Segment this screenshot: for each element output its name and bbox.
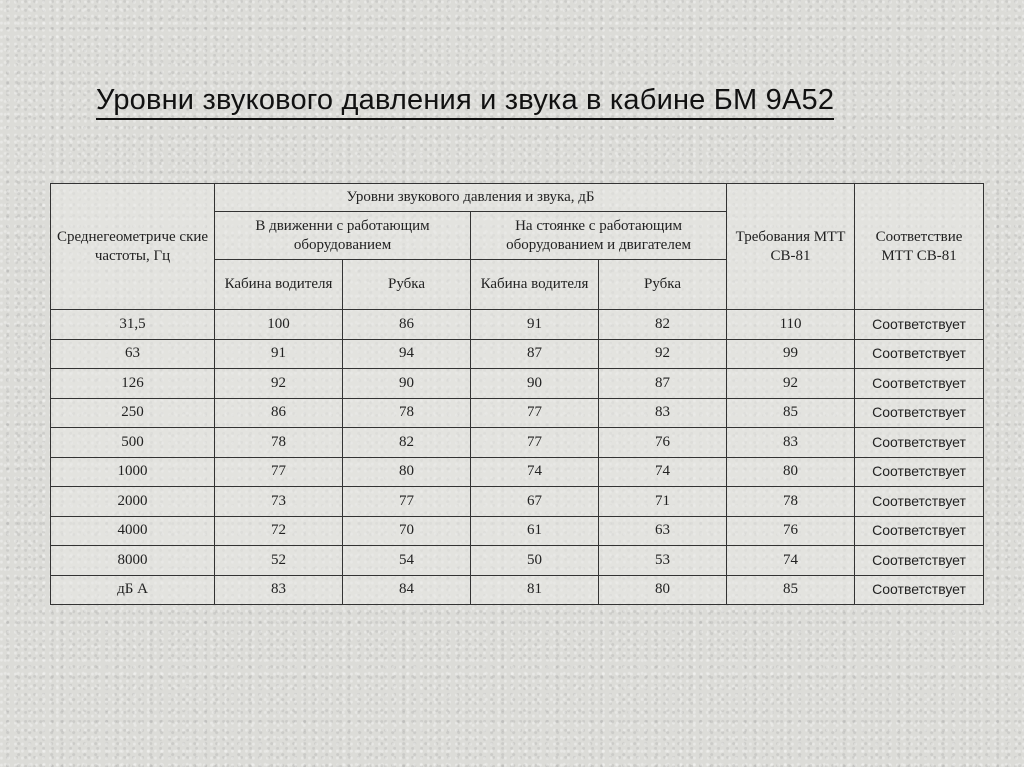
cell-motion-driver-cab: 92: [215, 369, 343, 399]
cell-motion-driver-cab: 78: [215, 428, 343, 458]
cell-compliance-status: Соответствует: [855, 516, 984, 546]
cell-motion-wheelhouse: 77: [343, 487, 471, 517]
cell-motion-wheelhouse: 78: [343, 398, 471, 428]
cell-requirement: 74: [727, 546, 855, 576]
header-parking-driver-cab: Кабина водителя: [471, 260, 599, 310]
cell-parking-wheelhouse: 82: [599, 310, 727, 340]
header-requirements: Требования МТТ СВ-81: [727, 184, 855, 310]
cell-motion-driver-cab: 91: [215, 339, 343, 369]
header-levels-group: Уровни звукового давления и звука, дБ: [215, 184, 727, 212]
header-motion-driver-cab: Кабина водителя: [215, 260, 343, 310]
cell-parking-driver-cab: 61: [471, 516, 599, 546]
table-row: [51, 398, 984, 428]
table-row: [51, 546, 984, 576]
table-row: [51, 575, 984, 605]
cell-motion-wheelhouse: 90: [343, 369, 471, 399]
cell-motion-wheelhouse: 80: [343, 457, 471, 487]
cell-requirement: 92: [727, 369, 855, 399]
cell-motion-driver-cab: 52: [215, 546, 343, 576]
header-parking-group: На стоянке с работающим оборудованием и двигателем: [471, 212, 727, 260]
cell-frequency: дБ А: [51, 575, 215, 605]
cell-requirement: 85: [727, 398, 855, 428]
cell-frequency: 126: [51, 369, 215, 399]
cell-compliance-status: Соответствует: [855, 575, 984, 605]
cell-requirement: 76: [727, 516, 855, 546]
cell-parking-wheelhouse: 63: [599, 516, 727, 546]
cell-parking-driver-cab: 77: [471, 428, 599, 458]
cell-parking-driver-cab: 77: [471, 398, 599, 428]
cell-motion-wheelhouse: 82: [343, 428, 471, 458]
cell-parking-wheelhouse: 92: [599, 339, 727, 369]
header-frequency: Среднегеометриче ские частоты, Гц: [51, 184, 215, 310]
cell-frequency: 31,5: [51, 310, 215, 340]
cell-parking-driver-cab: 81: [471, 575, 599, 605]
cell-requirement: 85: [727, 575, 855, 605]
cell-compliance-status: Соответствует: [855, 428, 984, 458]
cell-frequency: 8000: [51, 546, 215, 576]
cell-parking-driver-cab: 50: [471, 546, 599, 576]
cell-frequency: 63: [51, 339, 215, 369]
cell-parking-wheelhouse: 71: [599, 487, 727, 517]
header-motion-group: В движенни с работающим оборудованием: [215, 212, 471, 260]
cell-frequency: 2000: [51, 487, 215, 517]
cell-parking-wheelhouse: 87: [599, 369, 727, 399]
cell-motion-wheelhouse: 70: [343, 516, 471, 546]
table-row: [51, 487, 984, 517]
cell-parking-wheelhouse: 80: [599, 575, 727, 605]
cell-frequency: 500: [51, 428, 215, 458]
cell-motion-wheelhouse: 86: [343, 310, 471, 340]
cell-motion-driver-cab: 73: [215, 487, 343, 517]
header-motion-wheelhouse: Рубка: [343, 260, 471, 310]
table-row: [51, 428, 984, 458]
cell-requirement: 80: [727, 457, 855, 487]
header-compliance: Соответствие МТТ СВ-81: [855, 184, 984, 310]
cell-motion-driver-cab: 77: [215, 457, 343, 487]
cell-parking-wheelhouse: 74: [599, 457, 727, 487]
table-row: [51, 339, 984, 369]
cell-frequency: 4000: [51, 516, 215, 546]
cell-compliance-status: Соответствует: [855, 487, 984, 517]
cell-parking-wheelhouse: 76: [599, 428, 727, 458]
table-row: [51, 516, 984, 546]
cell-motion-driver-cab: 100: [215, 310, 343, 340]
slide-title: Уровни звукового давления и звука в кабине БМ 9А52: [96, 84, 834, 120]
cell-compliance-status: Соответствует: [855, 398, 984, 428]
table-row: [51, 369, 984, 399]
cell-motion-driver-cab: 86: [215, 398, 343, 428]
cell-requirement: 83: [727, 428, 855, 458]
cell-parking-driver-cab: 87: [471, 339, 599, 369]
cell-parking-driver-cab: 90: [471, 369, 599, 399]
cell-requirement: 99: [727, 339, 855, 369]
cell-parking-driver-cab: 74: [471, 457, 599, 487]
table-row: [51, 310, 984, 340]
cell-motion-driver-cab: 72: [215, 516, 343, 546]
cell-compliance-status: Соответствует: [855, 369, 984, 399]
cell-frequency: 1000: [51, 457, 215, 487]
header-parking-wheelhouse: Рубка: [599, 260, 727, 310]
cell-motion-driver-cab: 83: [215, 575, 343, 605]
cell-motion-wheelhouse: 94: [343, 339, 471, 369]
table-body: [51, 310, 984, 605]
sound-levels-table: [50, 183, 984, 605]
cell-requirement: 78: [727, 487, 855, 517]
cell-motion-wheelhouse: 54: [343, 546, 471, 576]
cell-frequency: 250: [51, 398, 215, 428]
cell-compliance-status: Соответствует: [855, 339, 984, 369]
table-container: [50, 183, 983, 605]
cell-parking-wheelhouse: 83: [599, 398, 727, 428]
cell-compliance-status: Соответствует: [855, 457, 984, 487]
cell-requirement: 110: [727, 310, 855, 340]
cell-parking-wheelhouse: 53: [599, 546, 727, 576]
table-row: [51, 457, 984, 487]
cell-parking-driver-cab: 67: [471, 487, 599, 517]
cell-compliance-status: Соответствует: [855, 546, 984, 576]
cell-parking-driver-cab: 91: [471, 310, 599, 340]
cell-motion-wheelhouse: 84: [343, 575, 471, 605]
cell-compliance-status: Соответствует: [855, 310, 984, 340]
